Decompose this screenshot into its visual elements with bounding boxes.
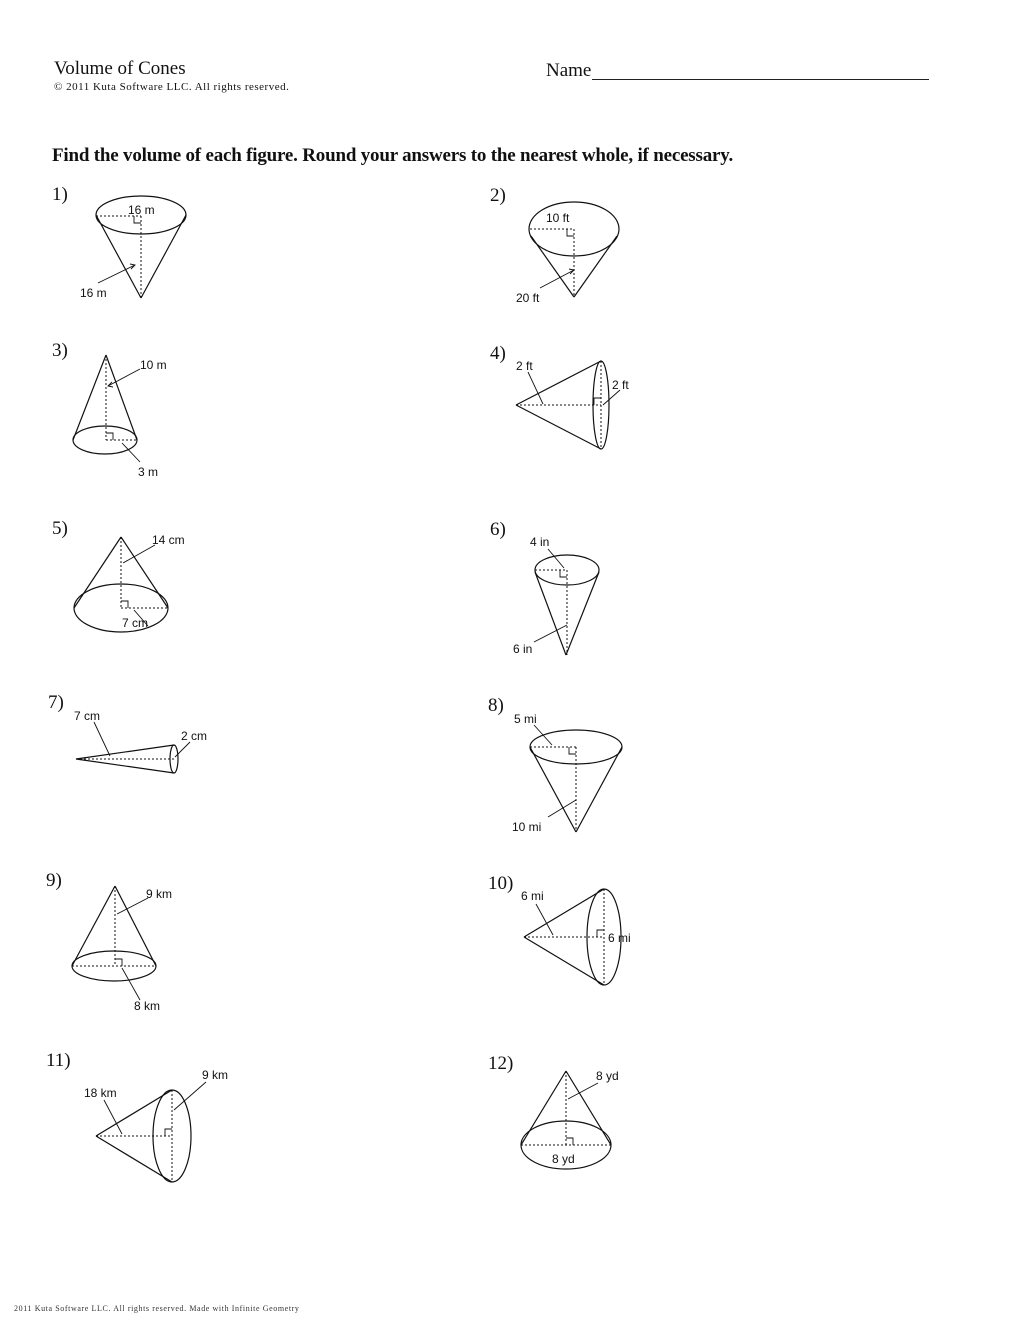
cone-figure-9 <box>72 886 172 1013</box>
name-label: Name <box>546 60 592 81</box>
cone-figure-4 <box>516 359 629 449</box>
problem-3-label-bottom: 3 m <box>138 465 159 479</box>
problem-4-number: 4) <box>490 343 506 364</box>
problem-1-label-top: 16 m <box>128 203 155 217</box>
worksheet-title: Volume of Cones <box>54 58 186 79</box>
problem-10-number: 10) <box>488 873 514 894</box>
cone-figure-6 <box>513 535 599 656</box>
problem-5-number: 5) <box>52 518 68 539</box>
problem-12-label-top: 8 yd <box>596 1069 619 1083</box>
problem-9-number: 9) <box>46 870 62 891</box>
problem-3-number: 3) <box>52 340 68 361</box>
cone-figure-1 <box>80 196 186 300</box>
footer-notice: 2011 Kuta Software LLC. All rights reserved. Made with Infinite Geometry <box>14 1304 300 1313</box>
problem-7-label-right: 2 cm <box>181 729 208 743</box>
cone-figure-10 <box>521 889 631 985</box>
instructions: Find the volume of each figure. Round your answers to the nearest whole, if necessary. <box>52 145 734 166</box>
problem-5-label-bottom: 7 cm <box>122 616 149 630</box>
problem-8-label-top: 5 mi <box>514 712 537 726</box>
problem-5-label-top: 14 cm <box>152 533 185 547</box>
cone-figure-5 <box>74 533 185 632</box>
problem-4-label-left: 2 ft <box>516 359 533 373</box>
problem-11-label-right: 9 km <box>202 1068 229 1082</box>
problem-9-label-top: 9 km <box>146 887 173 901</box>
problem-8-label-bottom: 10 mi <box>512 820 542 834</box>
problem-1-number: 1) <box>52 184 68 205</box>
cone-figure-2 <box>516 202 619 305</box>
problem-10-label-left: 6 mi <box>521 889 544 903</box>
problem-12-label-bottom: 8 yd <box>552 1152 575 1166</box>
cone-figure-3 <box>73 355 167 479</box>
problem-7-label-left: 7 cm <box>74 709 101 723</box>
problem-7-number: 7) <box>48 692 64 713</box>
problem-3-label-top: 10 m <box>140 358 167 372</box>
problem-6-number: 6) <box>490 519 506 540</box>
problem-1-label-bottom: 16 m <box>80 286 107 300</box>
problem-4-label-right: 2 ft <box>612 378 629 392</box>
problem-2-label-bottom: 20 ft <box>516 291 540 305</box>
problem-11-number: 11) <box>46 1050 71 1071</box>
problem-6-label-top: 4 in <box>530 535 550 549</box>
problem-9-label-bottom: 8 km <box>134 999 161 1013</box>
copyright-notice: © 2011 Kuta Software LLC. All rights reserved. <box>54 81 290 93</box>
problem-2-number: 2) <box>490 185 506 206</box>
problem-8-number: 8) <box>488 695 504 716</box>
cone-figure-7 <box>74 709 207 773</box>
problem-10-label-right: 6 mi <box>608 931 631 945</box>
cone-figure-8 <box>512 712 622 834</box>
problem-11-label-left: 18 km <box>84 1086 117 1100</box>
cone-figure-11 <box>84 1068 228 1182</box>
problem-12-number: 12) <box>488 1053 514 1074</box>
problem-2-label-top: 10 ft <box>546 211 570 225</box>
cone-figure-12 <box>521 1069 619 1169</box>
problem-6-label-bottom: 6 in <box>513 642 533 656</box>
